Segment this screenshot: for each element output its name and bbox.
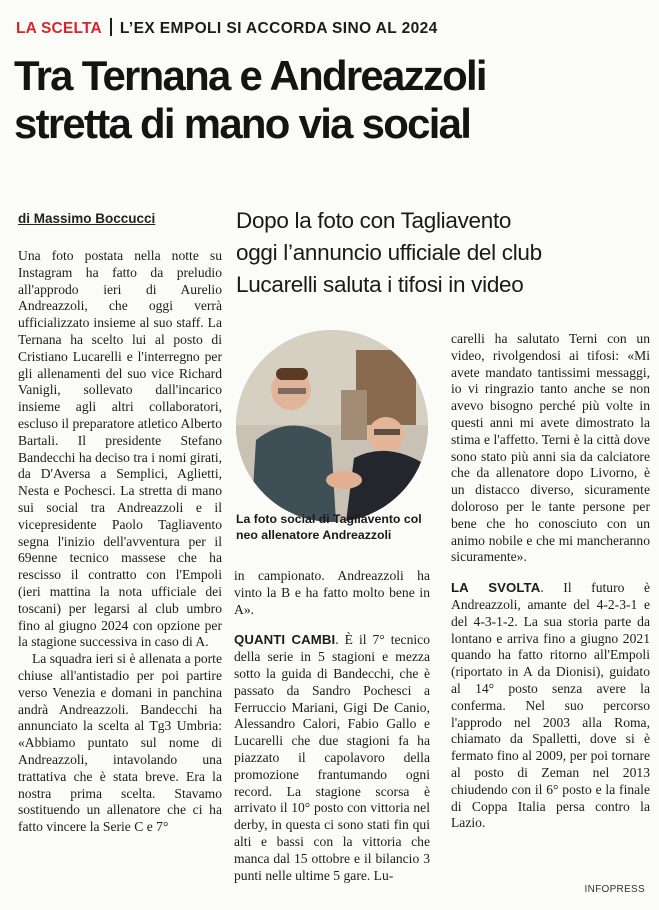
photo-icon xyxy=(236,330,428,522)
paragraph-lucarelli: carelli ha salutato Terni con un video, rivolgendosi ai tifosi: «Mi avete mandato tantissimi messaggi, io vi ringrazio tanto anche se non avevo bisogno perché più volte in questi anni mi avete dimostrato la stima e l'affetto. Terni è la città dove sono stato più anni sia da calciatore che da allenatore dopo Livorno, è un distacco diverso, sicuramente doloroso per le tante persone per bene che ho conosciuto con un animo nobile e che mi mancheranno sicuramente». xyxy=(451,331,650,565)
headline-line-1: Tra Ternana e Andreazzoli xyxy=(14,52,486,99)
section-label: LA SCELTA xyxy=(16,20,102,37)
byline: di Massimo Boccucci xyxy=(18,211,156,226)
section-kicker xyxy=(16,18,649,40)
article-column-2 xyxy=(234,568,430,884)
deck-line-3: Lucarelli saluta i tifosi in video xyxy=(236,272,524,297)
paragraph-quanti-cambi xyxy=(234,632,430,884)
article-column-1 xyxy=(18,248,222,836)
paragraph-intro: Una foto postata nella notte su Instagram ha fatto da preludio all'approdo ieri di Aurelio Andreazzoli, che oggi verrà ufficializzato insieme al suo staff. La Ternana ha scelto lui al posto di Cristiano Lucarelli e l'interregno per gli allenamenti del suo vice Richard Vanigli, sollevato dall'incarico insieme agli altri collaboratori, escluso il preparatore atletico Alberto Bartali. Il presidente Stefano Bandecchi ha deciso tra i nomi girati, da D'Aversa a Semplici, Aglietti, Nesta e Pochesci. La stretta di mano sui social tra Andreazzoli e il vicepresidente Paolo Tagliavento segna l'inizio dell'avventura per il 69enne tecnico massese che ha rescisso il contratto con l'Empoli (ieri mattina la nota ufficiale dei toscani) per legarsi al club umbro fino al giugno 2024 con opzione per la stagione successiva in caso di A. xyxy=(18,248,222,650)
photo-caption: La foto social di Tagliavento col neo allenatore Andreazzoli xyxy=(236,512,422,542)
paragraph-la-svolta xyxy=(451,580,650,832)
deck-line-2: oggi l’annuncio ufficiale del club xyxy=(236,240,542,265)
headline xyxy=(14,52,659,148)
kicker-divider xyxy=(110,18,112,36)
la-svolta-body: . Il futuro è Andreazzoli, amante del 4-2-3-1 e del 4-3-1-2. La sua storia parte da lontano e arriva fino a giugno 2021 quando ha fatto ritorno all'Empoli (riportato in A da Dionisi), guidato al 14° posto senza avere la conferma. Nel suo percorso l'approdo nel 2003 alla Roma, chiamato da Spalletti, dove si è fermato fino al 2009, per poi tornare al posto di Zeman nel 2013 chiudendo con il 6° posto e la finale di Coppa Italia persa contro la Lazio. xyxy=(451,580,650,831)
deck-subheadline xyxy=(236,205,646,301)
headline-line-2: stretta di mano via social xyxy=(14,100,471,147)
runin-quanti-cambi: QUANTI CAMBI xyxy=(234,632,336,648)
paragraph-training: La squadra ieri si è allenata a porte chiuse all'antistadio per poi partire verso Venezia e domani in panchina andrà Andreazzoli. Bandecchi ha annunciato la scelta al Tg3 Umbria: «Abbiamo puntato sul nome di Andreazzoli, intavolando una trattativa che è stata breve. Era la nostra prima scelta. Stavamo sostituendo un allenatore che ci ha fatto vincere la Serie C e 7° xyxy=(18,651,222,835)
paragraph-training-end: in campionato. Andreazzoli ha vinto la B e ha fatto molto bene in A». xyxy=(234,568,430,617)
deck-line-1: Dopo la foto con Tagliavento xyxy=(236,208,512,233)
photo-credit: INFOPRESS xyxy=(584,884,645,895)
news-photo xyxy=(236,330,428,522)
kicker-subtitle: L’EX EMPOLI SI ACCORDA SINO AL 2024 xyxy=(119,20,438,37)
article-column-3 xyxy=(451,331,650,832)
runin-la-svolta: LA SVOLTA xyxy=(451,580,541,596)
quanti-cambi-body: . È il 7° tecnico della serie in 5 stagioni e mezza sotto la guida di Bandecchi, che è passato da Sandro Pochesci a Ferruccio Mariani, Gigi De Canio, Alessandro Calori, Fabio Gallo e Lucarelli che due stagioni fa ha piazzato il capolavoro della promozione frantumando ogni record. La stagione scorsa è arrivato il 10° posto con vittoria nel derby, in questa ci sono stati fin qui alti e bassi con la vittoria che manca dal 15 ottobre e il bilancio 3 punti nelle ultime 5 gare. Lu- xyxy=(234,632,430,883)
